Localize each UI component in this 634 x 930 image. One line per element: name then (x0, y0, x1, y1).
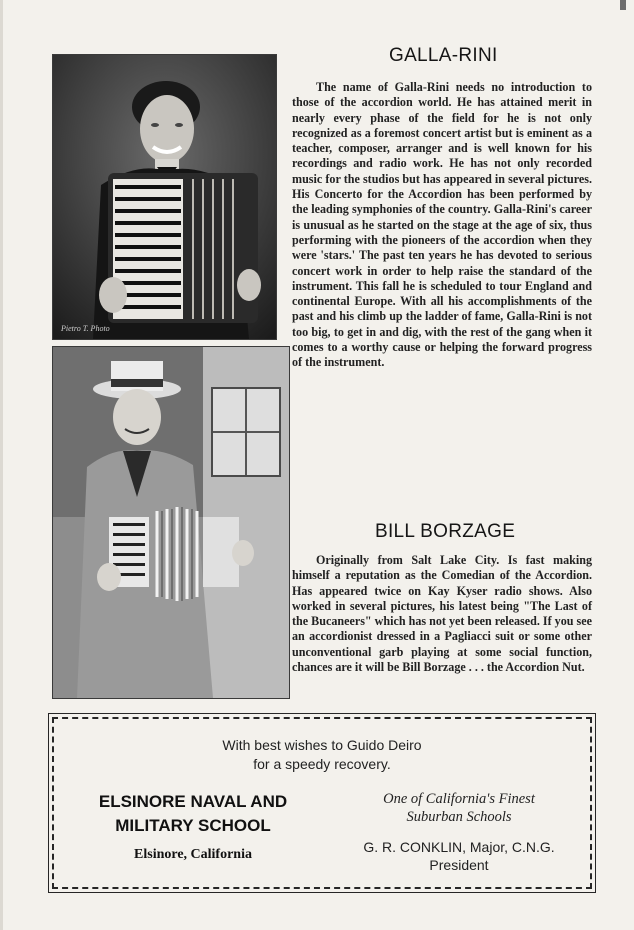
school-name-line-2: MILITARY SCHOOL (115, 816, 271, 835)
bill-borzage-photo (52, 346, 290, 699)
wishes-line-1: With best wishes to Guido Deiro (222, 737, 422, 753)
school-location: Elsinore, California (134, 847, 252, 862)
corner-mark (620, 0, 626, 10)
school-name-line-1: ELSINORE NAVAL AND (98, 792, 288, 811)
bill-borzage-heading: BILL BORZAGE (375, 521, 516, 542)
school-tagline-2: Suburban Schools (406, 809, 512, 825)
galla-rini-heading: GALLA-RINI (389, 45, 498, 66)
signer-title: President (429, 857, 489, 873)
school-tagline-1: One of California's Finest (383, 791, 535, 807)
galla-rini-photo (52, 54, 277, 340)
svg-text:Pietro T. Photo: Pietro T. Photo (61, 324, 110, 333)
galla-rini-bio: The name of Galla-Rini needs no introduction to those of the accordion world. He has attained merit in nearly every phase of the field for he is not only recognized as a foremost concert artist but is eminent as a teacher, composer, arranger and is well known for his recordings and radio work. He has not only recorded music for the studios but has appeared in several pictures. His Concerto for the Accordion has been performed by the leading symphonies of the country. Galla-Rini's career is unusual as he started on the stage at the age of six, thus performing with the pioneers of the accordion when they were 'stars.' The past ten years he has devoted to serious concert work in order to help raise the standard of the instrument. This fall he is scheduled to tour England and continental Europe. With all his accomplishments of the past and his climb up the ladder of fame, Galla-Rini is not too big, to get in and dig, with the rest of the gang when it comes to a worthy cause or helping the forward progress of the instrument. (292, 80, 592, 370)
wishes-line-2: for a speedy recovery. (253, 756, 391, 772)
signer-name: G. R. CONKLIN, Major, C.N.G. (363, 839, 555, 855)
bill-borzage-bio: Originally from Salt Lake City. Is fast making himself a reputation as the Comedian of the Accordion. Has appeared twice on Kay Kyser radio shows. Also worked in several pictures, his latest being "The Last of the Bucaneers" which has not yet been released. If you see an accordionist dressed in a Pagliacci suit or some other unconventional garb playing at some social function, chances are it will be Bill Borzage . . . the Accordion Nut. (292, 553, 592, 675)
school-advertisement (52, 717, 592, 889)
